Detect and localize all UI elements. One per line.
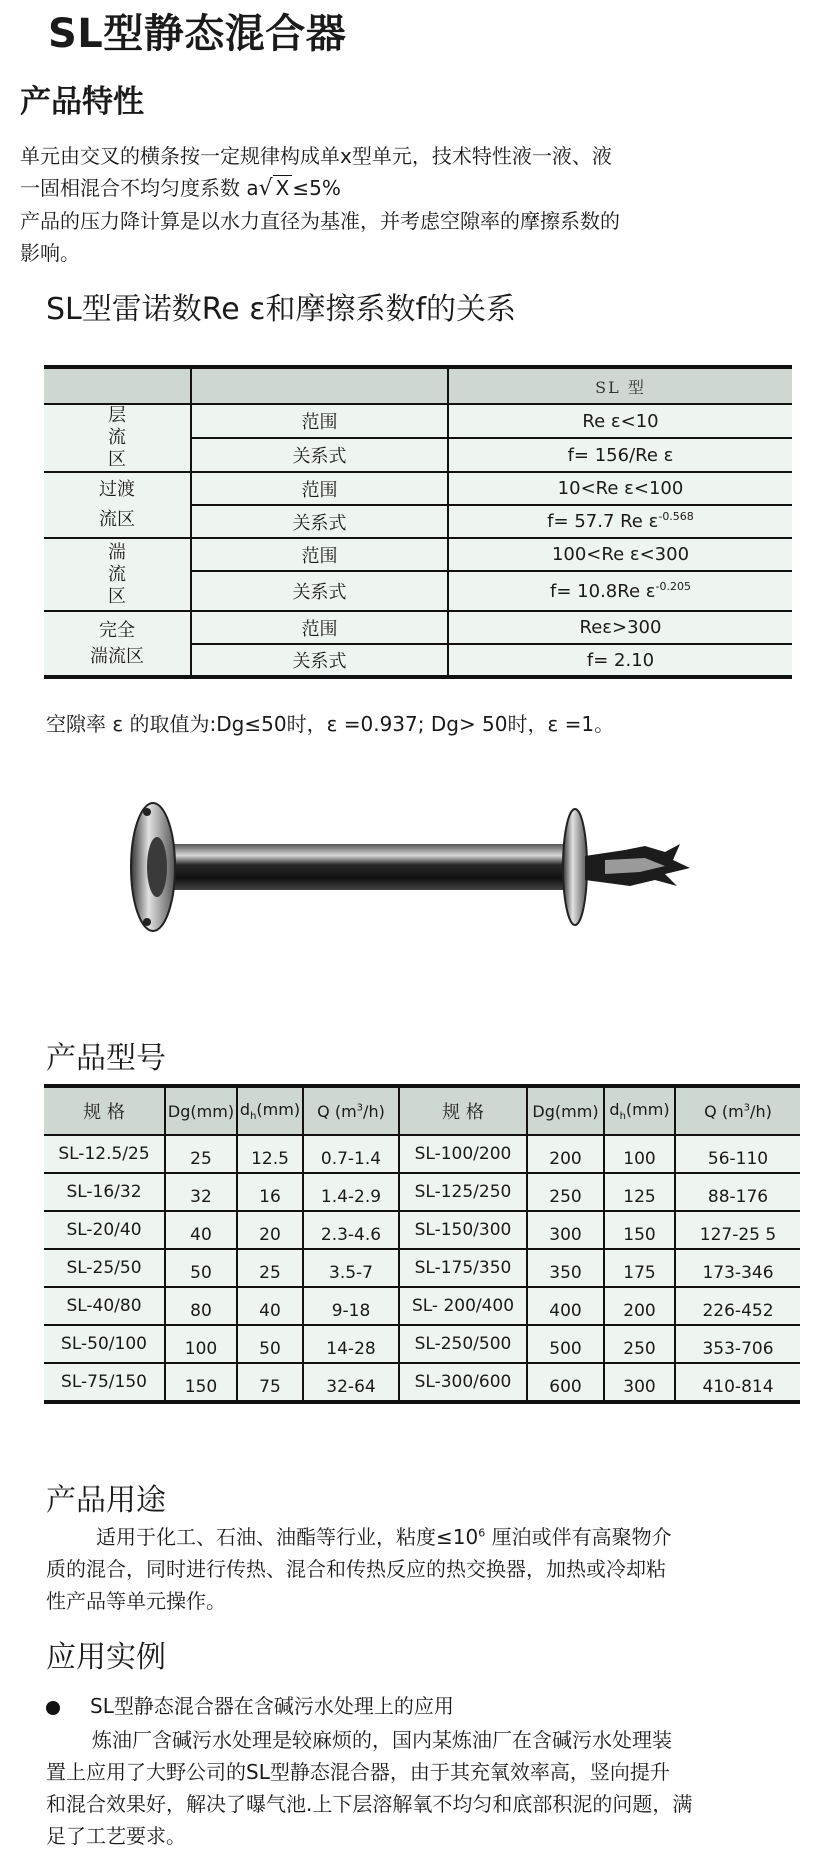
application-line-4: 足了工艺要求。 — [46, 1824, 186, 1848]
header-q — [675, 1086, 800, 1135]
application-line-1: 炼油厂含碱污水处理是较麻烦的，国内某炼油厂在含碱污水处理装 — [92, 1728, 672, 1752]
usage-line-3: 性产品等单元操作。 — [46, 1589, 226, 1613]
cell-spec: SL-20/40 — [44, 1211, 165, 1249]
application-heading: 应用实例 — [46, 1640, 166, 1675]
bolt-hole — [143, 808, 151, 816]
regime-name-line: 流 — [108, 563, 126, 585]
cell-dh: 40 — [237, 1287, 303, 1325]
regime-name — [44, 472, 191, 538]
formula-exponent: -0.205 — [655, 579, 691, 593]
cell-q: 9-18 — [303, 1287, 399, 1325]
cell-q: 410-814 — [675, 1363, 800, 1402]
cell-spec: SL-125/250 — [399, 1173, 527, 1211]
cell-dh: 75 — [237, 1363, 303, 1402]
cell-q: 56-110 — [675, 1135, 800, 1173]
cell-spec: SL-25/50 — [44, 1249, 165, 1287]
bolt-hole — [143, 918, 151, 926]
cell-spec: SL-250/500 — [399, 1325, 527, 1363]
cell-q: 127-25 5 — [675, 1211, 800, 1249]
cell-dh: 175 — [604, 1249, 675, 1287]
cell-dh: 12.5 — [237, 1135, 303, 1173]
header-cell-empty — [44, 367, 191, 404]
cell-dg: 300 — [527, 1211, 604, 1249]
static-mixer-product-image — [125, 790, 715, 950]
cell-dg: 350 — [527, 1249, 604, 1287]
cell-spec: SL-12.5/25 — [44, 1135, 165, 1173]
cell-dg: 80 — [165, 1287, 237, 1325]
usage-text — [46, 1521, 786, 1617]
cell-spec: SL-100/200 — [399, 1135, 527, 1173]
application-text — [46, 1724, 806, 1852]
cell-spec: SL-175/350 — [399, 1249, 527, 1287]
header-dh — [237, 1086, 303, 1135]
cell-q: 353-706 — [675, 1325, 800, 1363]
cell-dg: 50 — [165, 1249, 237, 1287]
table-row — [44, 1363, 800, 1402]
regime-name — [44, 404, 191, 472]
cell-dg: 25 — [165, 1135, 237, 1173]
header-dg: Dg(mm) — [527, 1086, 604, 1135]
cell-dg: 40 — [165, 1211, 237, 1249]
cell-dh: 250 — [604, 1325, 675, 1363]
usage-line-1-sup: 6 — [478, 1526, 486, 1540]
formula-value — [448, 571, 792, 611]
formula-value — [448, 438, 792, 472]
regime-name-line: 湍流区 — [90, 645, 144, 667]
left-flange-bore — [147, 837, 167, 897]
table-header-row — [44, 367, 792, 404]
formula-label: 关系式 — [191, 438, 448, 472]
cell-spec: SL-16/32 — [44, 1173, 165, 1211]
range-label: 范围 — [191, 404, 448, 438]
cell-spec: SL-40/80 — [44, 1287, 165, 1325]
regime-name-line: 过渡 — [99, 479, 135, 500]
header-dg: Dg(mm) — [165, 1086, 237, 1135]
cell-dg: 200 — [527, 1135, 604, 1173]
cell-dh: 50 — [237, 1325, 303, 1363]
range-value: Reε>300 — [448, 611, 792, 644]
models-table — [44, 1084, 800, 1404]
features-heading: 产品特性 — [20, 84, 144, 120]
application-line-3: 和混合效果好，解决了曝气池.上下层溶解氧不均匀和底部积泥的问题，满 — [46, 1792, 693, 1816]
table-row — [44, 404, 792, 438]
dh-prefix: d — [609, 1099, 620, 1119]
features-line-2-suffix: ≤5% — [292, 176, 341, 200]
regime-name-line: 湍 — [108, 541, 126, 563]
q-suffix: /h) — [750, 1101, 772, 1121]
table-row — [44, 538, 792, 571]
regime-name-line: 完全 — [99, 619, 135, 641]
cell-dg: 100 — [165, 1325, 237, 1363]
usage-line-2: 质的混合，同时进行传热、混合和传热反应的热交换器，加热或冷却粘 — [46, 1557, 666, 1581]
q-suffix: /h) — [363, 1101, 385, 1121]
cell-spec: SL-75/150 — [44, 1363, 165, 1402]
cell-q: 14-28 — [303, 1325, 399, 1363]
formula-exponent: -0.568 — [658, 510, 694, 523]
regime-name-line: 层 — [108, 405, 126, 426]
dh-sub: h — [250, 1111, 257, 1123]
q-prefix: Q (m — [317, 1101, 357, 1121]
usage-line-1-a: 适用于化工、石油、油酯等行业，粘度≤10 — [96, 1525, 479, 1549]
formula-label: 关系式 — [191, 571, 448, 611]
usage-line-1 — [46, 1521, 786, 1553]
range-label: 范围 — [191, 538, 448, 571]
right-flange — [563, 809, 587, 925]
cell-q: 2.3-4.6 — [303, 1211, 399, 1249]
table-row — [44, 611, 792, 644]
cell-q: 88-176 — [675, 1173, 800, 1211]
range-value: 10<Re ε<100 — [448, 472, 792, 505]
regime-name — [44, 538, 191, 611]
table-row — [44, 1173, 800, 1211]
formula-value — [448, 644, 792, 677]
header-cell-type: SL 型 — [448, 367, 792, 404]
range-label: 范围 — [191, 611, 448, 644]
cell-dh: 100 — [604, 1135, 675, 1173]
header-cell-empty — [191, 367, 448, 404]
dh-prefix: d — [239, 1099, 251, 1119]
models-heading: 产品型号 — [46, 1041, 166, 1076]
cell-dg: 250 — [527, 1173, 604, 1211]
q-prefix: Q (m — [704, 1101, 744, 1121]
cell-dg: 600 — [527, 1363, 604, 1402]
bullet-dot — [46, 1701, 60, 1715]
header-dh — [604, 1086, 675, 1135]
formula-text: f= 2.10 — [586, 649, 655, 671]
cell-dg: 400 — [527, 1287, 604, 1325]
cell-spec: SL-50/100 — [44, 1325, 165, 1363]
void-ratio-note: 空隙率 ε 的取值为:Dg≤50时，ε =0.937; Dg> 50时，ε =1。 — [46, 712, 615, 736]
dh-sub: h — [619, 1111, 626, 1123]
features-text — [20, 140, 620, 269]
page-title: SL型静态混合器 — [48, 11, 347, 57]
cell-q: 0.7-1.4 — [303, 1135, 399, 1173]
table-row — [44, 1135, 800, 1173]
regime-name-line: 区 — [108, 585, 126, 607]
table-row — [44, 1211, 800, 1249]
reynolds-friction-table — [44, 365, 792, 679]
table-row — [44, 1249, 800, 1287]
table-header-row — [44, 1086, 800, 1135]
cell-dh: 300 — [604, 1363, 675, 1402]
cell-q: 32-64 — [303, 1363, 399, 1402]
application-bullet-title: SL型静态混合器在含碱污水处理上的应用 — [90, 1694, 454, 1718]
cell-q: 1.4-2.9 — [303, 1173, 399, 1211]
cell-dg: 500 — [527, 1325, 604, 1363]
regime-name — [44, 611, 191, 677]
cell-dh: 16 — [237, 1173, 303, 1211]
relation-heading: SL型雷诺数Re ε和摩擦系数f的关系 — [46, 292, 517, 327]
cell-q: 173-346 — [675, 1249, 800, 1287]
header-q — [303, 1086, 399, 1135]
dh-suffix: (mm) — [625, 1099, 670, 1119]
formula-label: 关系式 — [191, 644, 448, 677]
cell-q: 226-452 — [675, 1287, 800, 1325]
features-line-2 — [20, 172, 620, 205]
cell-dh: 25 — [237, 1249, 303, 1287]
range-value: 100<Re ε<300 — [448, 538, 792, 571]
cell-dg: 32 — [165, 1173, 237, 1211]
cell-dh: 150 — [604, 1211, 675, 1249]
sqrt-radicand: X — [273, 175, 293, 200]
cell-q: 3.5-7 — [303, 1249, 399, 1287]
features-line-3: 产品的压力降计算是以水力直径为基准，并考虑空隙率的摩擦系数的 — [20, 209, 620, 233]
q-sup: 3 — [356, 1102, 364, 1114]
features-line-4: 影响。 — [20, 241, 80, 265]
cell-spec: SL- 200/400 — [399, 1287, 527, 1325]
regime-name-line: 流区 — [99, 509, 135, 530]
header-spec: 规 格 — [44, 1086, 165, 1135]
pipe-body — [155, 844, 575, 890]
cell-dh: 20 — [237, 1211, 303, 1249]
formula-text: f= 10.8Re ε — [550, 580, 656, 602]
formula-value — [448, 505, 792, 538]
application-line-2: 置上应用了大野公司的SL型静态混合器，由于其充氧效率高，竖向提升 — [46, 1760, 670, 1784]
usage-line-1-b: 厘泊或伴有高聚物介 — [485, 1525, 672, 1549]
q-sup: 3 — [743, 1102, 751, 1114]
features-line-1: 单元由交叉的横条按一定规律构成单x型单元，技术特性液一液、液 — [20, 144, 612, 168]
cell-spec: SL-300/600 — [399, 1363, 527, 1402]
cell-dh: 125 — [604, 1173, 675, 1211]
cell-spec: SL-150/300 — [399, 1211, 527, 1249]
formula-text: f= 156/Re ε — [567, 444, 674, 466]
cell-dh: 200 — [604, 1287, 675, 1325]
table-row — [44, 1287, 800, 1325]
formula-label: 关系式 — [191, 505, 448, 538]
features-line-2-prefix: 一固相混合不均匀度系数 a — [20, 176, 259, 200]
sqrt-symbol: √ — [258, 176, 273, 201]
formula-text: f= 57.7 Re ε — [547, 511, 659, 532]
range-label: 范围 — [191, 472, 448, 505]
regime-name-line: 区 — [108, 449, 126, 470]
regime-name-line: 流 — [108, 427, 126, 448]
table-row — [44, 1325, 800, 1363]
cell-dg: 150 — [165, 1363, 237, 1402]
header-spec: 规 格 — [399, 1086, 527, 1135]
usage-heading: 产品用途 — [46, 1483, 166, 1518]
range-value: Re ε<10 — [448, 404, 792, 438]
table-row — [44, 472, 792, 505]
dh-suffix: (mm) — [256, 1099, 301, 1119]
